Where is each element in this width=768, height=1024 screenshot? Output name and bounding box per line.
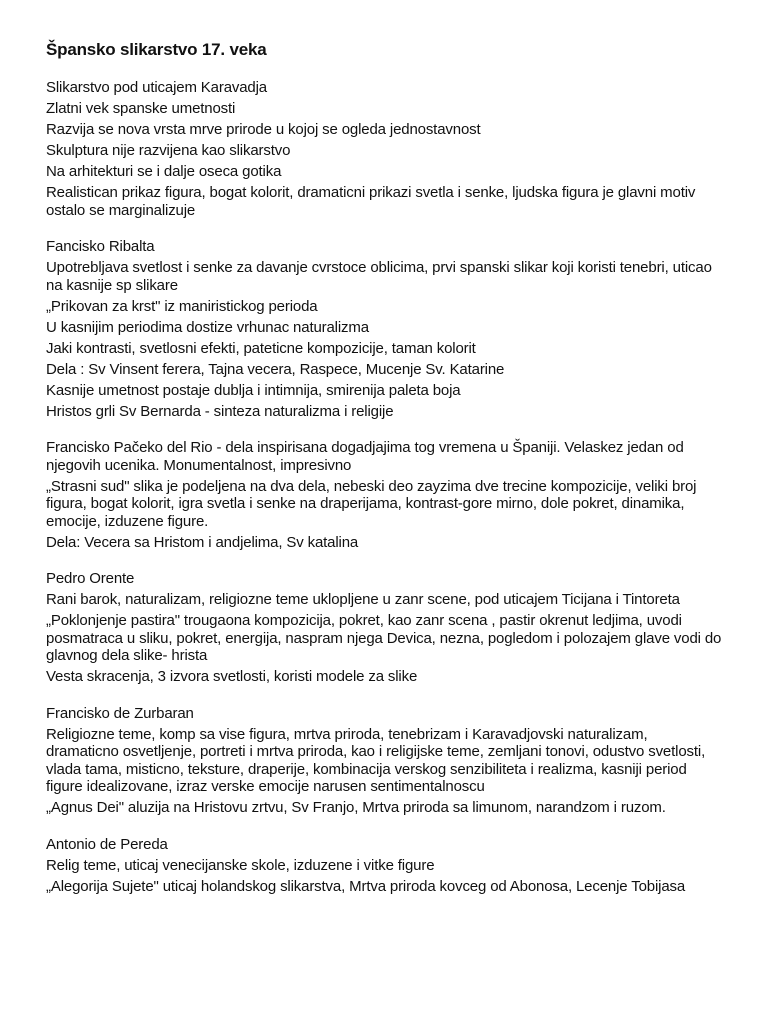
page-title: Špansko slikarstvo 17. veka (46, 40, 267, 59)
document-body (46, 79, 722, 895)
paragraph: Jaki kontrasti, svetlosni efekti, pateticne kompozicije, taman kolorit (46, 339, 476, 357)
paragraph: Kasnije umetnost postaje dublja i intimnija, smirenija paleta boja (46, 381, 461, 399)
section-4 (46, 570, 722, 686)
paragraph: Razvija se nova vrsta mrve prirode u kojoj se ogleda jednostavnost (46, 121, 481, 139)
paragraph: „Prikovan za krst" iz maniristickog perioda (46, 297, 318, 315)
section-3 (46, 439, 722, 551)
paragraph: Upotrebljava svetlost i senke za davanje cvrstoce oblicima, prvi spanski slikar koji koristi tenebri, uticao na kasnije sp slikare (46, 259, 712, 294)
paragraph: Dela: Vecera sa Hristom i andjelima, Sv katalina (46, 533, 359, 551)
paragraph: Na arhitekturi se i dalje oseca gotika (46, 163, 282, 181)
paragraph: Zlatni vek spanske umetnosti (46, 100, 236, 118)
section-heading: Pedro Orente (46, 570, 135, 588)
paragraph: Skulptura nije razvijena kao slikarstvo (46, 142, 291, 160)
section-2 (46, 238, 722, 420)
section-heading: Antonio de Pereda (46, 835, 168, 853)
paragraph: „Agnus Dei" aluzija na Hristovu zrtvu, Sv Franjo, Mrtva priroda sa limunom, narandzom i ruzom. (46, 799, 666, 817)
section-1 (46, 79, 722, 219)
paragraph: „Strasni sud" slika je podeljena na dva dela, nebeski deo zayzima dve trecine kompozicije, veliki broj figura, bogat kolorit, igra svetla i senke na draperijama, kontrast-gore mirno, dole pokret, dinamika, emocije, izduzene figure. (46, 477, 697, 530)
paragraph: „Poklonjenje pastira" trougaona kompozicija, pokret, kao zanr scena , pastir okrenut ledjima, uvodi posmatraca u sliku, pokret, energija, naspram njega Devica, nezna, pogledom i polozajem glave vodi do glavnog dela slike- hrista (46, 612, 722, 665)
paragraph: Realistican prikaz figura, bogat kolorit, dramaticni prikazi svetla i senke, ljudska figura je glavni motiv ostalo se marginalizuje (46, 184, 696, 219)
paragraph: Vesta skracenja, 3 izvora svetlosti, koristi modele za slike (46, 668, 418, 686)
section-heading: Fancisko Ribalta (46, 238, 155, 256)
paragraph: Rani barok, naturalizam, religiozne teme uklopljene u zanr scene, pod uticajem Ticijana i Tintoreta (46, 591, 680, 609)
section-5 (46, 705, 722, 817)
paragraph: Religiozne teme, komp sa vise figura, mrtva priroda, tenebrizam i Karavadjovski naturalizam, dramaticno osvetljenje, portreti i mrtva priroda, kao i religijske teme, zemljani tonovi, odustvo svetlosti, vlada tama, misticno, teksture, draperije, kombinacija verskog senzibiliteta i realizma, kasniji period figure idealizovane, izraz verske emocije narusen sentimentalnoscu (46, 725, 706, 796)
paragraph: Relig teme, uticaj venecijanske skole, izduzene i vitke figure (46, 856, 435, 874)
paragraph: Slikarstvo pod uticajem Karavadja (46, 79, 267, 97)
paragraph: Hristos grli Sv Bernarda - sinteza naturalizma i religije (46, 402, 394, 420)
paragraph: Dela : Sv Vinsent ferera, Tajna vecera, Raspece, Mucenje Sv. Katarine (46, 360, 505, 378)
section-6 (46, 836, 722, 896)
section-heading: Francisko de Zurbaran (46, 704, 194, 722)
paragraph: „Alegorija Sujete" uticaj holandskog slikarstva, Mrtva priroda kovceg od Abonosa, Lecenje Tobijasa (46, 877, 686, 895)
section-heading: Francisko Pačeko del Rio - dela inspirisana dogadjajima tog vremena u Španiji. Velaskez jedan od njegovih ucenika. Monumentalnost, impresivno (46, 439, 684, 474)
paragraph: U kasnijim periodima dostize vrhunac naturalizma (46, 318, 369, 336)
